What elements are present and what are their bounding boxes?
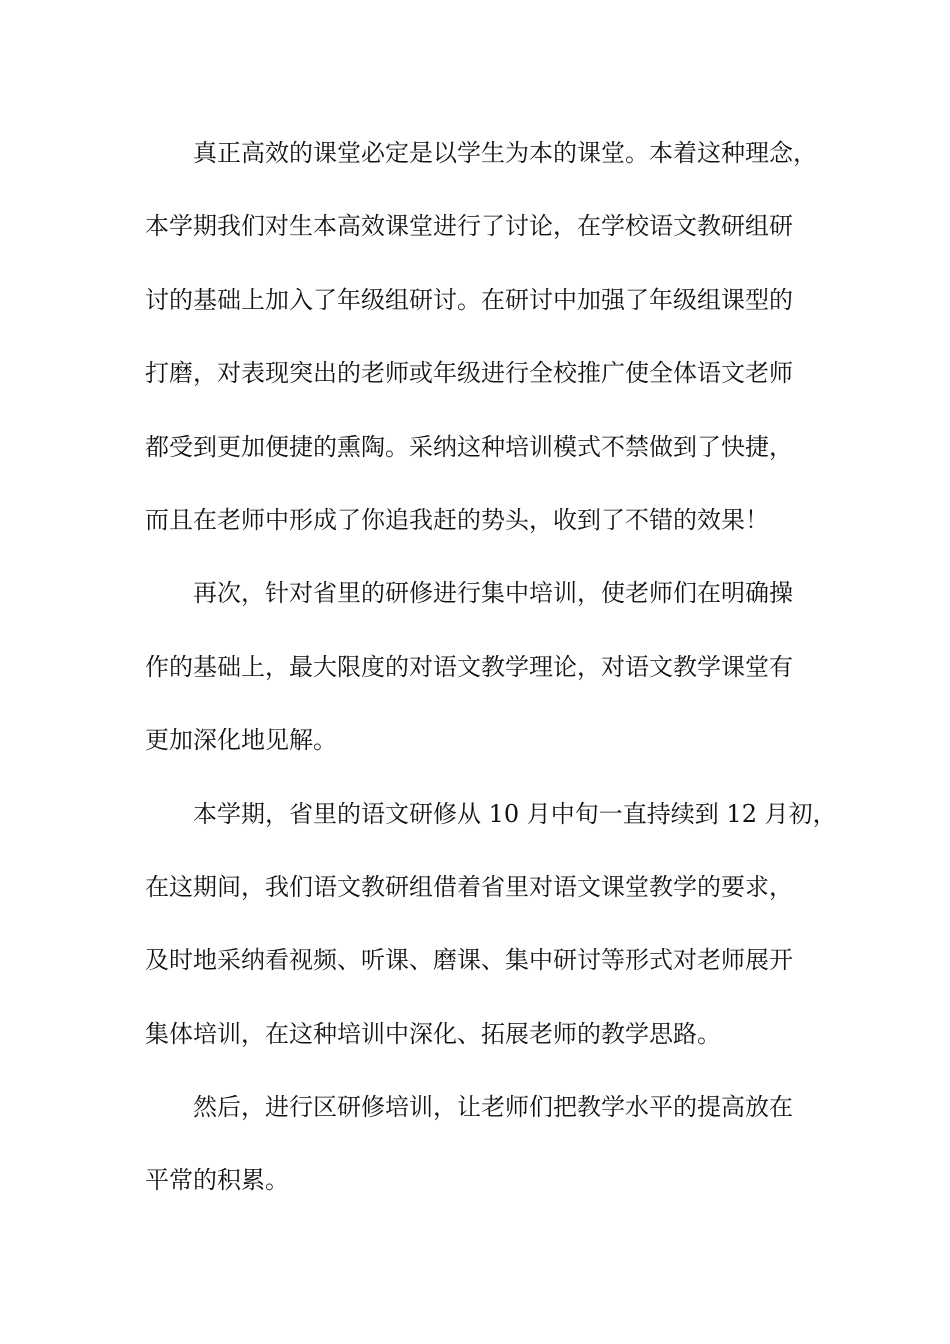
paragraph-4-line-1: 然后，进行区研修培训，让老师们把教学水平的提高放在 — [193, 1093, 793, 1122]
paragraph-1-line-4: 打磨，对表现突出的老师或年级进行全校推广使全体语文老师 — [145, 359, 793, 388]
paragraph-1-line-2: 本学期我们对生本高效课堂进行了讨论，在学校语文教研组研 — [145, 212, 793, 241]
body-text — [145, 128, 837, 1229]
paragraph-2-line-2: 作的基础上，最大限度的对语文教学理论，对语文教学课堂有 — [145, 652, 793, 681]
paragraph-1-line-1: 真正高效的课堂必定是以学生为本的课堂。本着这种理念， — [193, 139, 817, 167]
paragraph-3-line-4: 集体培训，在这种培训中深化、拓展老师的教学思路。 — [145, 1019, 721, 1048]
paragraph-2-line-3: 更加深化地见解。 — [145, 726, 337, 755]
paragraph-1-line-5: 都受到更加便捷的熏陶。采纳这种培训模式不禁做到了快捷， — [145, 432, 793, 461]
paragraph-3-line-1: 本学期，省里的语文研修从 10 月中旬一直持续到 12 月初， — [193, 799, 837, 828]
paragraph-1-line-3: 讨的基础上加入了年级组研讨。在研讨中加强了年级组课型的 — [145, 285, 793, 314]
paragraph-1-line-6: 而且在老师中形成了你追我赶的势头，收到了不错的效果！ — [145, 505, 769, 534]
paragraph-3-line-2: 在这期间，我们语文教研组借着省里对语文课堂教学的要求， — [145, 872, 793, 901]
paragraph-2-line-1: 再次，针对省里的研修进行集中培训，使老师们在明确操 — [193, 579, 793, 608]
paragraph-4-line-2: 平常的积累。 — [145, 1166, 289, 1195]
paragraph-3-line-3: 及时地采纳看视频、听课、磨课、集中研讨等形式对老师展开 — [145, 946, 793, 975]
